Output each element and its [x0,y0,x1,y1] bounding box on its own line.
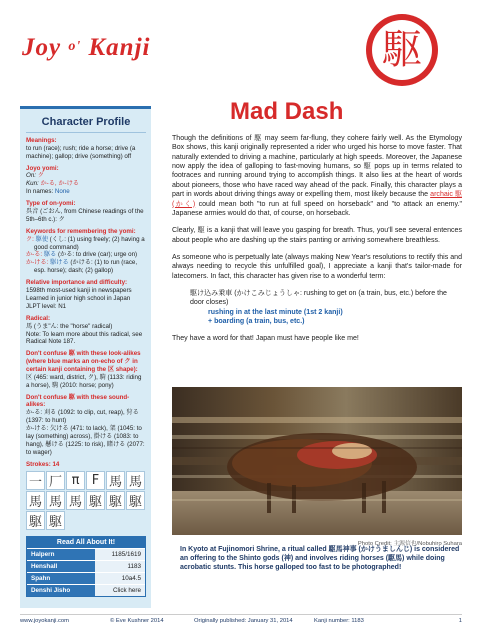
keyword-3-word[interactable]: 駆ける [50,259,69,267]
vocab-term-line: 駆け込み乗車 (かけこみじょうしゃ: rushing to get on (a train, bus, etc.) before the door closes) [190,290,447,307]
radical-heading: Radical: [26,314,51,322]
page-footer [20,614,462,624]
ref-value: 1185/1619 [95,549,145,560]
ref-row-denshi-jisho [27,584,145,596]
stroke-step: 厂 [46,471,65,490]
ref-name: Spahn [31,575,51,583]
keyword-2-key: か-る: [26,251,43,259]
keyword-1-word[interactable]: 駆使 [35,235,49,243]
ref-value: 10a4.5 [95,573,145,584]
vocab-breakdown-1: rushing in at the last minute (1st 2 kanji) [208,308,343,316]
logo-word-joy: Joy [22,34,62,61]
stroke-order-grid [26,471,146,530]
soundalikes-1: か-る: 刈る (1092: to clip, cut, reap), 狩る (1397: to hunt) [26,409,139,424]
galloping-horse-photo [172,387,462,535]
on-value: ク [37,172,44,180]
importance-heading: Relative importance and difficulty: [26,279,128,287]
featured-kanji: 駆 [382,27,422,73]
radical-text: 馬 (うま"ん: the "horse" radical) [26,322,113,330]
read-all-about-it-box [26,536,146,597]
kun-label: Kun: [26,180,39,188]
names-value: None [54,188,70,196]
strokes-heading: Strokes: 14 [26,460,60,468]
keyword-1 [26,236,146,252]
vocab-term [190,289,462,326]
keyword-3-key: か-ける: [26,259,49,267]
footer-kanji-number: Kanji number: 1183 [314,618,364,624]
stroke-step: 駆 [46,511,65,530]
site-logo [22,34,150,62]
soundalikes-heading: Don't confuse 駆 with these sound-alikes: [26,393,130,409]
logo-word-kanji: Kanji [88,34,151,61]
stroke-step: 駆 [126,491,145,510]
lookalikes-heading: Don't confuse 駆 with these look-alikes (where blue marks an on-echo of ク in certain kanji containing the 区 shape): [26,350,141,373]
radical-note[interactable]: Note: To learn more about this radical, see Radical Note 187. [26,330,143,346]
paragraph-1-end: could mean both "to run at full speed on horseback" and "to attack an enemy." Japanese armies would do that, of course, on horseback. [172,200,462,217]
type-text: 呉音 (ごおん, from Chinese readings of the 5th–6th c.): ク [26,207,144,223]
ref-name: Denshi Jisho [31,587,71,595]
article-body [172,134,462,352]
logo-word-o: o' [68,39,82,54]
stroke-step: 馬 [46,491,65,510]
importance-1: 1598th most-used kanji in newspapers [26,287,132,294]
meanings-text: to run (race); rush; ride a horse; drive (a machine); gallop; drive (something) off [26,144,136,160]
importance-3: JLPT level: N1 [26,302,67,310]
character-profile-sidebar [20,106,151,608]
stroke-step: 一 [26,471,45,490]
lookalikes-text: 区 (465: ward, district, ク), 騎 (1133: riding a horse), 駒 (2010: horse; pony) [26,373,142,389]
keyword-2-word[interactable]: 駆る [43,251,57,259]
soundalikes-2: か-ける: 欠ける (471: to lack), 架 (1045: to lay (something) across), 掛ける (1083: to hang), 懸ける (1225: to risk), 賭ける (2077: to wager) [26,424,145,456]
photo-credit: Photo Credit: 主源信也/Nobuhiro Suhara [357,541,462,547]
footer-copyright: © Eve Kushner 2014 [110,618,164,624]
stroke-step: 馬 [106,471,125,490]
yomi-heading: Joyo yomi: [26,164,59,172]
paragraph-1 [172,134,462,218]
names-yomi [26,188,146,196]
stroke-step: 駆 [106,491,125,510]
type-heading: Type of on-yomi: [26,200,76,208]
keyword-2-text: (かる: to drive (car); urge on) [58,251,138,259]
stroke-step: 駆 [26,511,45,530]
paragraph-1-start: Though the definitions of 駆 may seem far-flung, they cohere fairly well. As the Etymology Box shows, this kanji originally represented a rider who urged his horse to move faster. That naturally extended to driving a machine, particularly at high speeds. Moreover, the Japanese now apply the idea of galloping to fast-moving humans, so 駆 pops up in terms related to footraces and running around trying to accomplish things. It also lies at the heart of words about pioneers, those who have raced way ahead of the pack. Finally, this character plays a part in words about driving things away or expelling them, most likely because the [172,135,462,199]
ref-row-henshall [27,560,145,572]
vocab-breakdown-2: + boarding (a train, bus, etc.) [208,318,305,326]
stroke-step: 駆 [86,491,105,510]
keyword-3 [26,259,146,275]
on-label: On: [26,172,36,180]
paragraph-2: Clearly, 駆 is a kanji that will leave you gasping for breath. Thus, you'll see several entences about people who are dashing up the stairs panting or arriving somewhere breathless. [172,227,462,244]
stroke-step: π [66,471,85,490]
names-label: In names: [26,188,54,196]
kun-yomi [26,180,146,188]
ref-value: 1183 [95,561,145,572]
paragraph-3: As someone who is perpetually late (always making New Year's resolutions to rectify this and always needing to recycle this unfulfilled goal), I appreciate a kanji that's tailor-made for latecomers. In fact, this character has given rise to a wonderful term: [172,253,462,280]
footer-page-number: 1 [458,618,462,624]
article-title: Mad Dash [230,98,344,125]
archaic-kanji-link[interactable]: archaic 駆 (かく) [172,191,462,208]
read-all-title: Read All About It! [27,537,145,548]
ref-row-spahn [27,572,145,584]
stroke-step: 馬 [66,491,85,510]
photo-illustration [172,387,462,535]
meanings-heading: Meanings: [26,137,57,144]
profile-title: Character Profile [26,113,146,133]
keywords-heading: Keywords for remembering the yomi: [26,227,136,235]
kun-value: か-る, か-ける [40,180,79,188]
photo-caption: In Kyoto at Fujinomori Shrine, a ritual called 駆馬神事 (かけうましんじ) is considered an offering to the Shinto gods (神) and involves riding horses (駆馬) while doing acrobatic stunts. This horse galloped too fast to be photographed! [180,546,460,572]
paragraph-4: They have a word for that! Japan must have people like me! [172,335,359,343]
keyword-3-text: (かける: (1) to run (race, esp. horse); dash; (2) gallop) [34,259,138,275]
keyword-1-text: (くし: (1) using freely; (2) having a good command) [34,235,145,251]
footer-site-link[interactable]: www.joyokanji.com [20,618,69,624]
ref-name: Henshall [31,563,58,571]
keyword-1-key: ク: [26,235,34,243]
denshi-jisho-link[interactable]: Click here [95,585,145,596]
stroke-step: F [86,471,105,490]
ref-name: Halpern [31,551,55,559]
footer-published: Originally published: January 31, 2014 [194,618,293,624]
kanji-badge [366,14,438,86]
ref-row-halpern [27,548,145,560]
importance-2: Learned in junior high school in Japan [26,294,131,302]
stroke-step: 馬 [126,471,145,490]
stroke-step: 馬 [26,491,45,510]
kanji-badge-inner [372,20,432,80]
